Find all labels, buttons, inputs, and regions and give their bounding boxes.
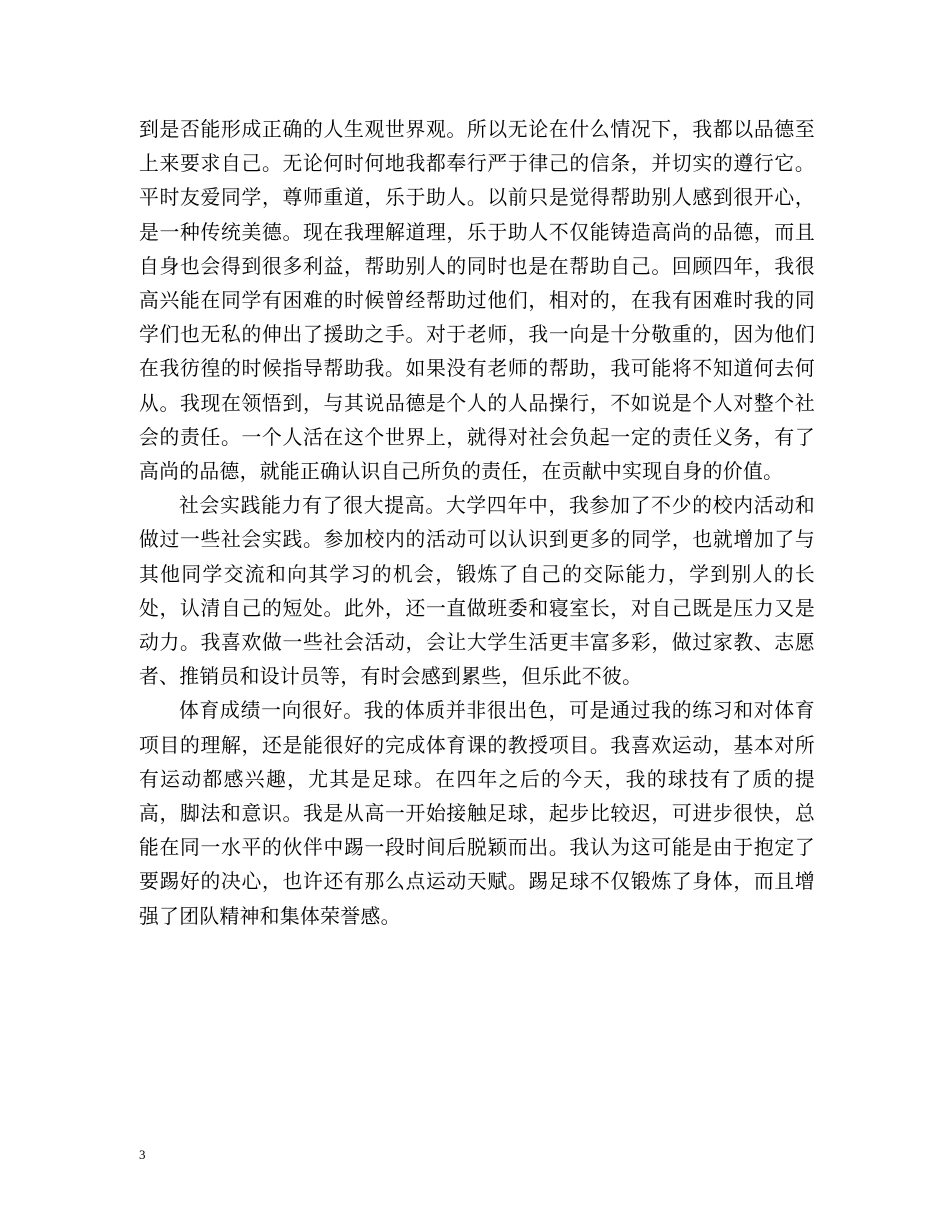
- paragraph-social-practice: 社会实践能力有了很大提高。大学四年中，我参加了不少的校内活动和做过一些社会实践。参加校内的活动可以认识到更多的同学，也就增加了与其他同学交流和向其学习的机会，锻炼了自己的交际能力，学到别人的长处，认清自己的短处。此外，还一直做班委和寝室长，对自己既是压力又是动力。我喜欢做一些社会活动，会让大学生活更丰富多彩，做过家教、志愿者、推销员和设计员等，有时会感到累些，但乐此不彼。: [139, 494, 815, 689]
- paragraph-sports: 体育成绩一向很好。我的体质并非很出色，可是通过我的练习和对体育项目的理解，还是能很好的完成体育课的教授项目。我喜欢运动，基本对所有运动都感兴趣，尤其是足球。在四年之后的今天，我的球技有了质的提高，脚法和意识。我是从高一开始接触足球，起步比较迟，可进步很快，总能在同一水平的伙伴中踢一段时间后脱颖而出。我认为这可能是由于抱定了要踢好的决心，也许还有那么点运动天赋。踢足球不仅锻炼了身体，而且增强了团队精神和集体荣誉感。: [139, 699, 815, 928]
- body-text: [139, 113, 815, 934]
- paragraph-moral-character: 到是否能形成正确的人生观世界观。所以无论在什么情况下，我都以品德至上来要求自己。无论何时何地我都奉行严于律己的信条，并切实的遵行它。平时友爱同学，尊师重道，乐于助人。以前只是觉得帮助别人感到很开心，是一种传统美德。现在我理解道理，乐于助人不仅能铸造高尚的品德，而且自身也会得到很多利益，帮助别人的同时也是在帮助自己。回顾四年，我很高兴能在同学有困难的时候曾经帮助过他们，相对的，在我有困难时我的同学们也无私的伸出了援助之手。对于老师，我一向是十分敬重的，因为他们在我彷徨的时候指导帮助我。如果没有老师的帮助，我可能将不知道何去何从。我现在领悟到，与其说品德是个人的人品操行，不如说是个人对整个社会的责任。一个人活在这个世界上，就得对社会负起一定的责任义务，有了高尚的品德，就能正确认识自己所负的责任，在贡献中实现自身的价值。: [139, 118, 815, 484]
- page-number: 3: [139, 1147, 146, 1162]
